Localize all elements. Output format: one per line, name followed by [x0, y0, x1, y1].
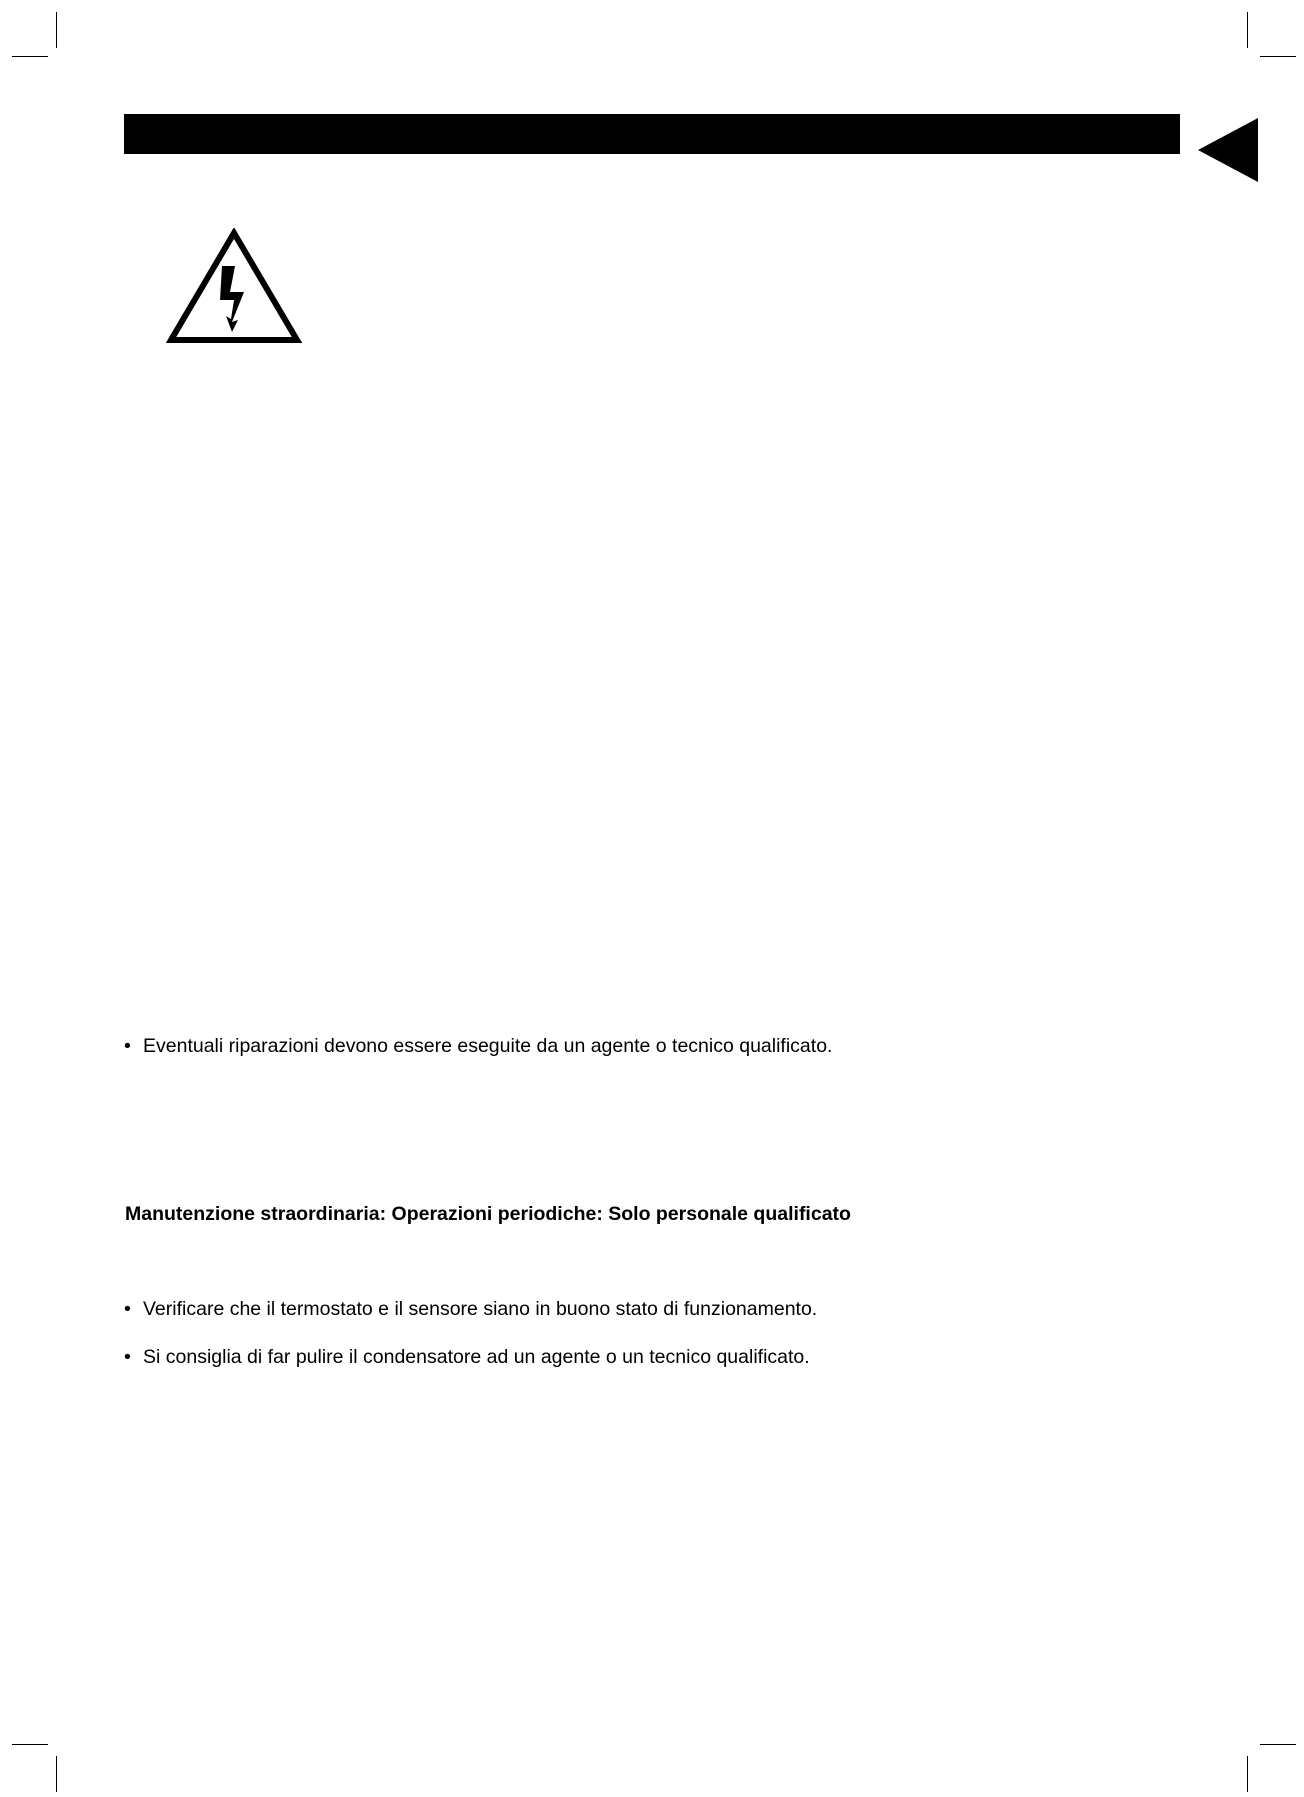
list-item-text: Eventuali riparazioni devono essere eseguite da un agente o tecnico qualificato. — [143, 1035, 833, 1057]
crop-mark-top-left-h — [12, 56, 48, 57]
crop-mark-top-left-v — [56, 12, 57, 48]
bullet-symbol: • — [124, 1298, 131, 1320]
crop-mark-bottom-left-v — [56, 1756, 57, 1792]
crop-mark-top-right-v — [1247, 12, 1248, 48]
list-item — [124, 1297, 817, 1321]
triangle-left-icon — [1198, 118, 1258, 182]
list-item-text: Si consiglia di far pulire il condensatore ad un agente o un tecnico qualificato. — [143, 1346, 810, 1368]
crop-mark-bottom-right-v — [1247, 1756, 1248, 1792]
section-header-bar — [124, 114, 1180, 154]
crop-mark-bottom-left-h — [12, 1744, 48, 1745]
electric-shock-warning-icon — [166, 228, 302, 346]
list-item — [124, 1345, 810, 1369]
bullet-symbol: • — [124, 1035, 131, 1057]
list-item — [124, 1034, 832, 1058]
crop-mark-top-right-h — [1260, 56, 1296, 57]
crop-mark-bottom-right-h — [1260, 1744, 1296, 1745]
section-heading: Manutenzione straordinaria: Operazioni periodiche: Solo personale qualificato — [125, 1203, 851, 1225]
bullet-symbol: • — [124, 1346, 131, 1368]
list-item-text: Verificare che il termostato e il sensore siano in buono stato di funzionamento. — [143, 1298, 818, 1320]
